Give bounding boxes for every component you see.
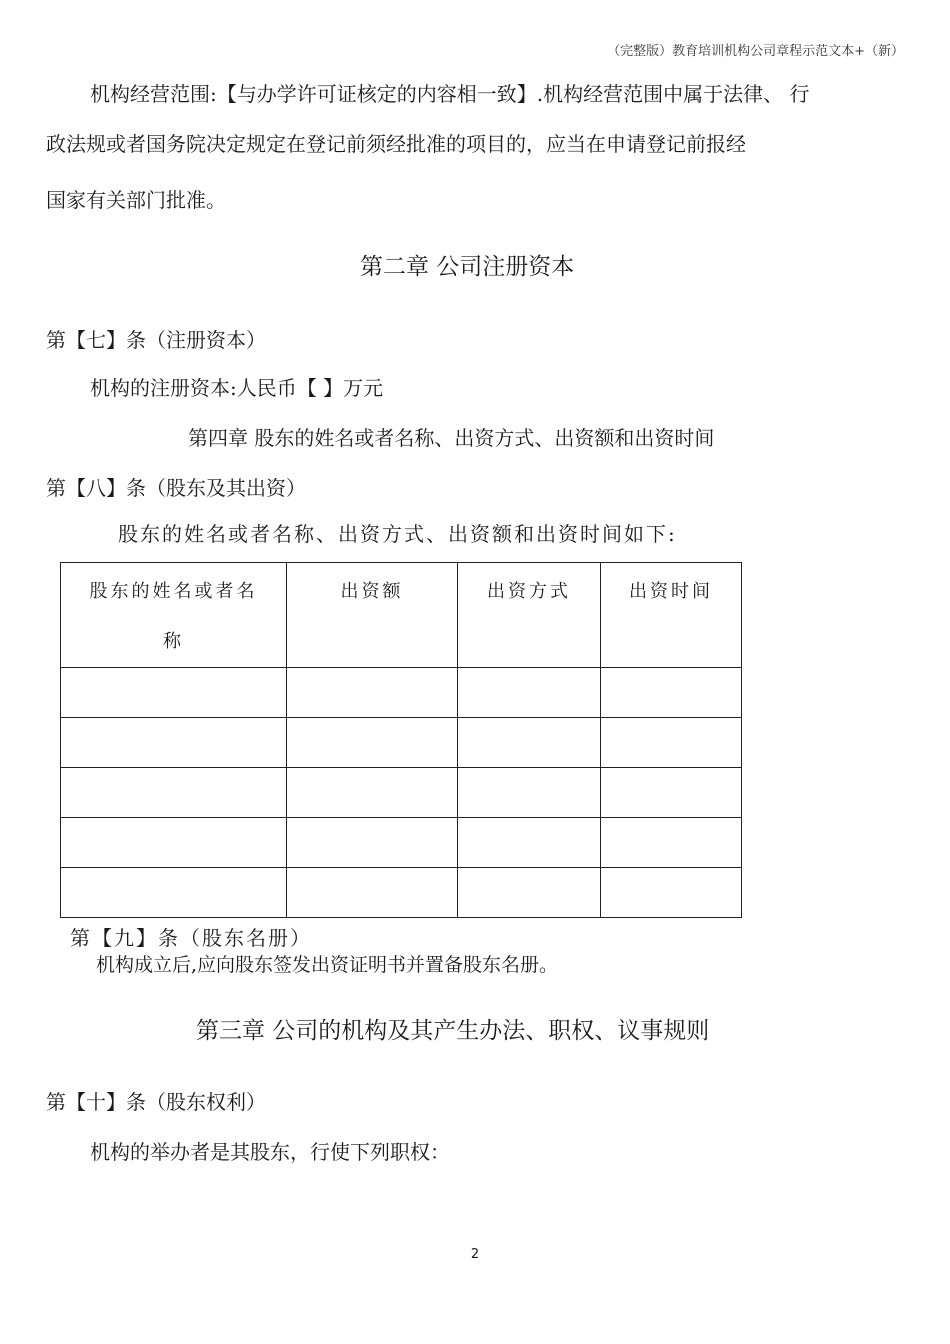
article-9-heading: 第【九】条（股东名册）: [70, 926, 312, 950]
shareholder-table: [60, 562, 742, 918]
scope-paragraph-line-3: 国家有关部门批准。: [46, 188, 226, 212]
chapter-2-title: 第二章 公司注册资本: [360, 254, 575, 280]
scope-paragraph-line-1: 机构经营范围:【与办学许可证核定的内容相一致】.机构经营范围中属于法律、 行: [90, 82, 810, 106]
table-row: [61, 768, 742, 818]
chapter-4-title: 第四章 股东的姓名或者名称、出资方式、出资额和出资时间: [188, 426, 715, 450]
table-row: [61, 718, 742, 768]
header-contribution-method: 出资方式: [458, 563, 601, 668]
header-contribution-time: 出资时间: [601, 563, 742, 668]
table-row: [61, 818, 742, 868]
article-10-body: 机构的举办者是其股东，行使下列职权：: [90, 1140, 450, 1164]
article-7-heading: 第【七】条（注册资本）: [46, 328, 266, 352]
chapter-3-title: 第三章 公司的机构及其产生办法、职权、议事规则: [196, 1018, 710, 1044]
page-header: （完整版）教育培训机构公司章程示范文本+（新）: [607, 44, 904, 59]
article-10-heading: 第【十】条（股东权利）: [46, 1090, 266, 1114]
header-contribution-amount: 出资额: [287, 563, 458, 668]
header-shareholder-name: 股东的姓名或者名 称: [61, 563, 287, 668]
article-8-body: 股东的姓名或者名称、出资方式、出资额和出资时间如下:: [118, 522, 677, 546]
page-number: 2: [470, 1247, 480, 1262]
article-7-body: 机构的注册资本:人民币【 】万元: [90, 376, 384, 400]
table-row: [61, 868, 742, 918]
table-header-row: [61, 563, 742, 668]
article-8-heading: 第【八】条（股东及其出资）: [46, 476, 306, 500]
scope-paragraph-line-2: 政法规或者国务院决定规定在登记前须经批准的项目的，应当在申请登记前报经: [46, 132, 746, 156]
table-row: [61, 668, 742, 718]
article-9-body: 机构成立后,应向股东签发出资证明书并置备股东名册。: [96, 954, 559, 976]
